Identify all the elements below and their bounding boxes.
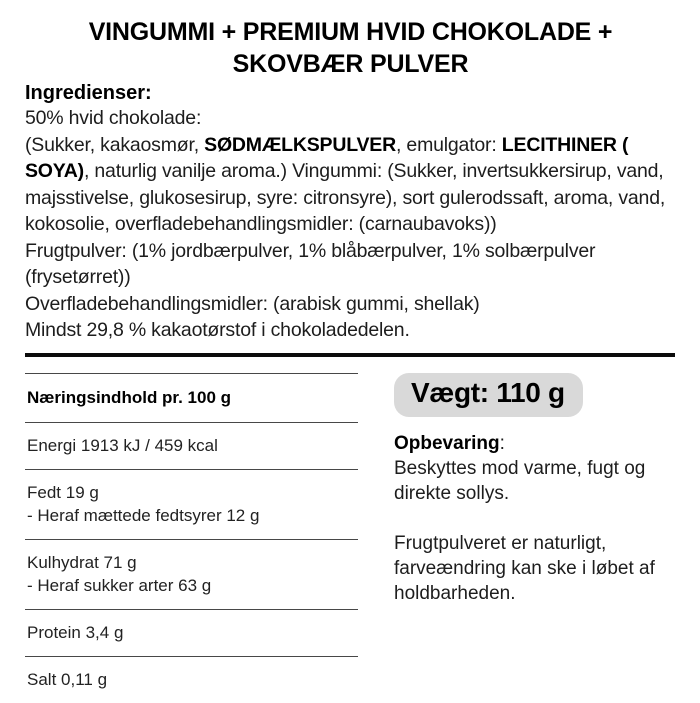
ingredients-text <box>25 105 676 344</box>
product-title-line-2: SKOVBÆR PULVER <box>232 50 469 78</box>
bottom-section <box>25 373 676 703</box>
ingredients-paragraph: Overfladebehandlingsmidler: (arabisk gummi, shellak) <box>25 292 480 315</box>
nutrition-table <box>25 373 358 703</box>
storage-heading-label: Opbevaring <box>394 432 500 454</box>
ingredients-paragraph: Mindst 29,8 % kakaotørstof i chokoladedelen. <box>25 319 410 341</box>
weight-badge: Vægt: 110 g <box>394 373 583 417</box>
ingredients-paragraph: (Sukker, kakaosmør, SØDMÆLKSPULVER, emulgator: LECITHINER ( SOYA), naturlig vanilje aroma.) Vingummi: (Sukker, invertsukkersirup, vand, majsstivelse, glukosesirup, syre: citronsyre), sort gulerodssaft, aroma, vand, kokosolie, overfladebehandlingsmidler: (carnaubavoks)) <box>25 133 666 235</box>
nutrition-row: Energi 1913 kJ / 459 kcal <box>25 422 358 469</box>
nutrition-table-header: Næringsindhold pr. 100 g <box>25 373 358 422</box>
storage-heading-colon: : <box>499 432 505 454</box>
ingredients-heading: Ingredienser: <box>25 82 152 104</box>
nutrition-table-rows <box>25 422 358 703</box>
fruit-powder-note: Frugtpulveret er naturligt, farveændring kan ske i løbet af holdbarheden. <box>394 532 655 604</box>
ingredients-section <box>25 82 676 344</box>
storage-instructions: Beskyttes mod varme, fugt og direkte sollys. <box>394 457 646 504</box>
nutrition-row: Protein 3,4 g <box>25 609 358 656</box>
product-title <box>25 16 676 80</box>
nutrition-row: Salt 0,11 g <box>25 656 358 703</box>
product-title-line-1: VINGUMMI + PREMIUM HVID CHOKOLADE + <box>88 18 613 46</box>
right-column <box>394 373 676 606</box>
section-divider <box>25 353 675 357</box>
ingredients-paragraph: 50% hvid chokolade: <box>25 107 202 129</box>
ingredients-paragraph: Frugtpulver: (1% jordbærpulver, 1% blåbærpulver, 1% solbærpulver (frysetørret)) <box>25 239 596 288</box>
nutrition-row: Kulhydrat 71 g - Heraf sukker arter 63 g <box>25 539 358 609</box>
nutrition-row: Fedt 19 g - Heraf mættede fedtsyrer 12 g <box>25 469 358 539</box>
storage-heading <box>394 431 676 456</box>
storage-section <box>394 431 676 606</box>
